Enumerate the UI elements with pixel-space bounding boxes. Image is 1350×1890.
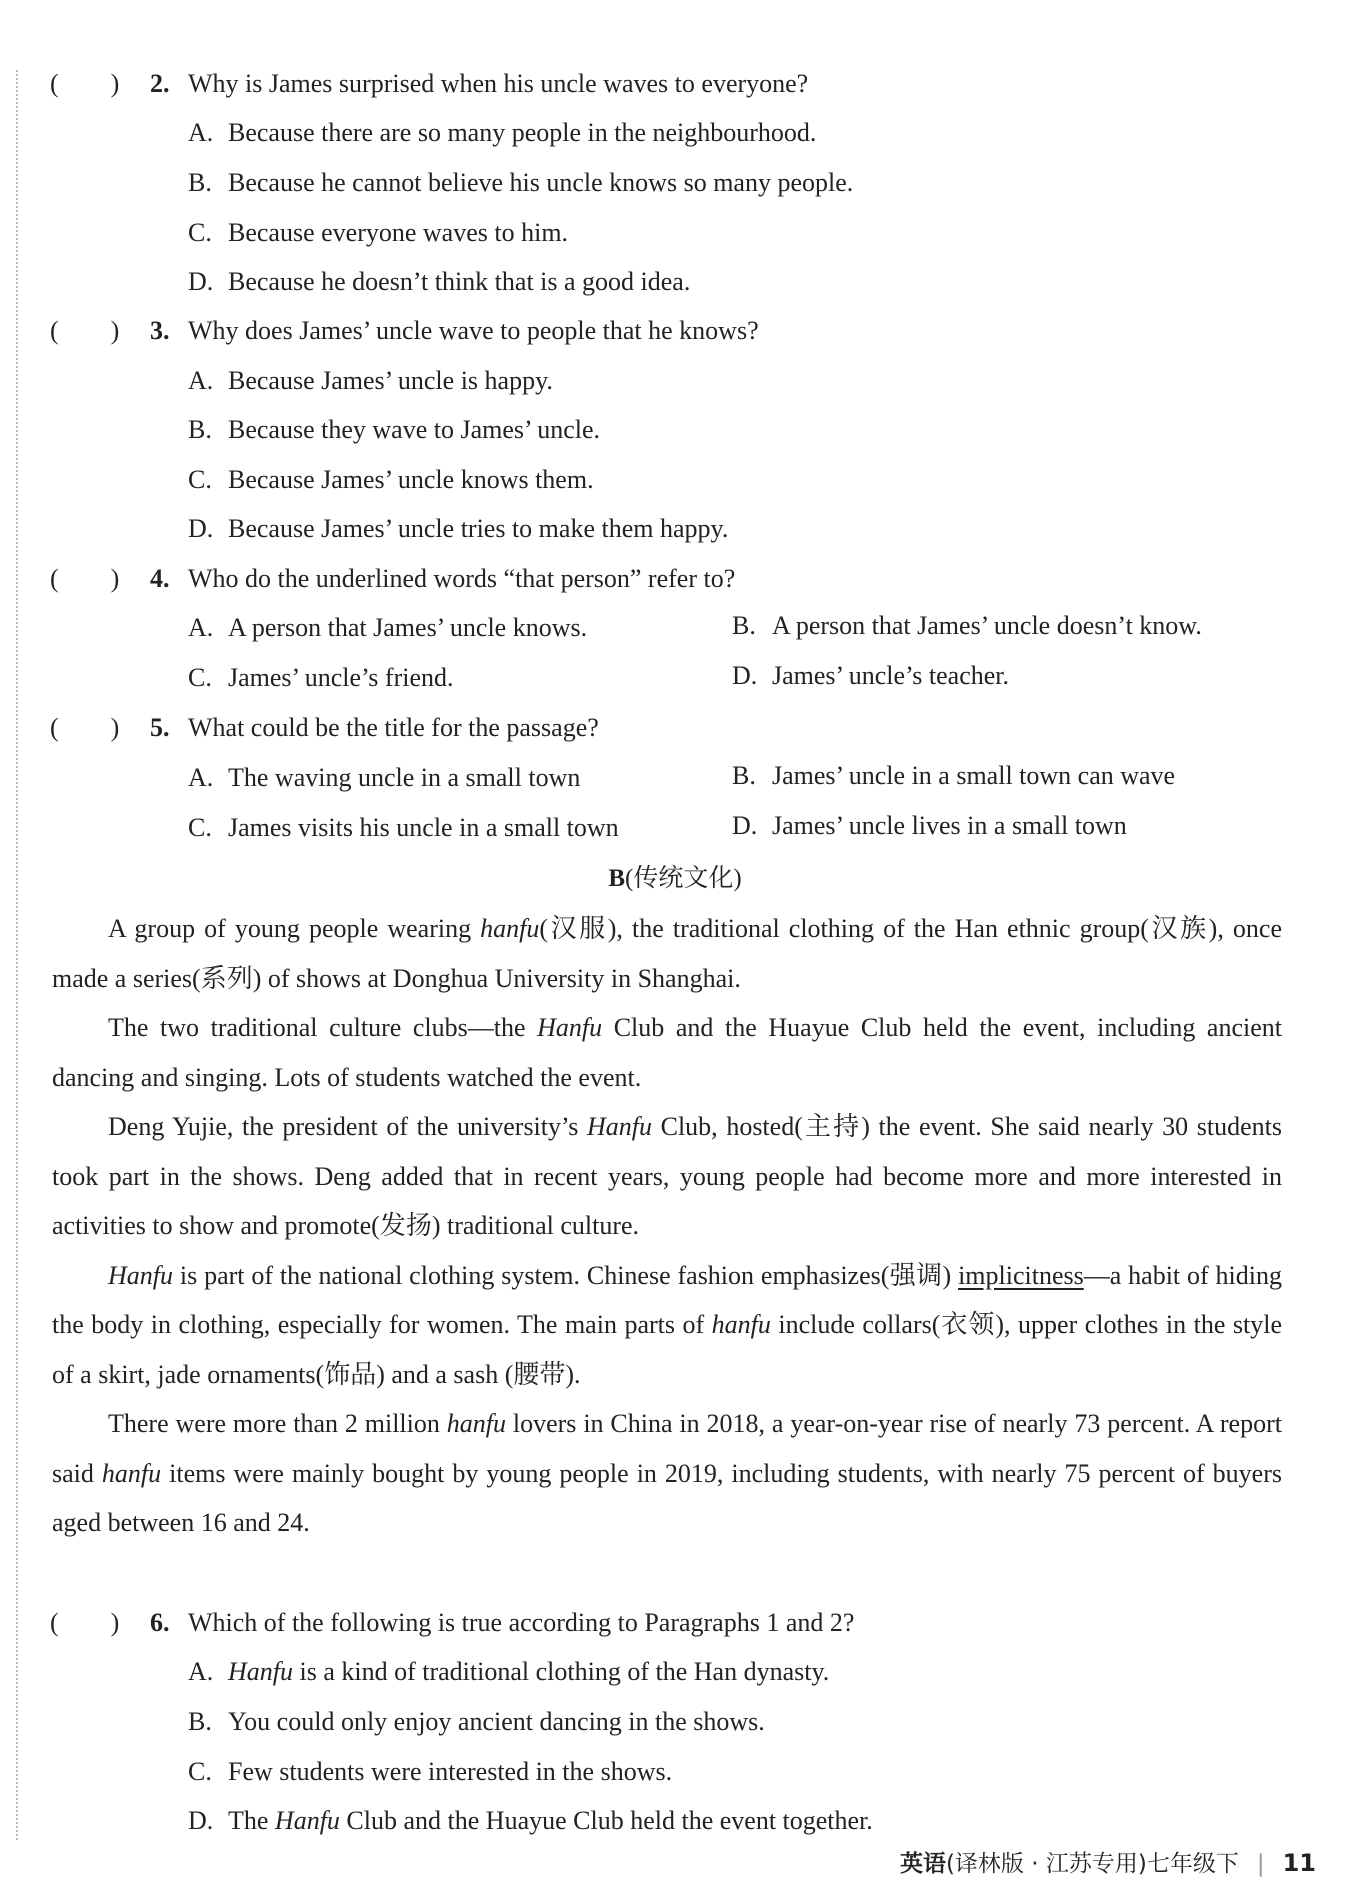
underlined-word: implicitness — [958, 1260, 1084, 1290]
option-a — [188, 761, 580, 795]
option-text: The waving uncle in a small town — [228, 763, 581, 792]
passage — [52, 904, 1282, 1548]
option-text: Because he cannot believe his uncle knows so many people. — [228, 168, 854, 197]
section-subtitle: (传统文化) — [625, 865, 742, 892]
option-b — [732, 609, 1202, 643]
option-b — [732, 759, 1175, 793]
answer-blank[interactable]: ( ) — [50, 316, 120, 345]
question-number: 6. — [150, 1608, 170, 1637]
paragraph-3: Deng Yujie, the president of the university’s Hanfu Club, hosted(主持) the event. She said nearly 30 students took part in the shows. Deng added that in recent years, young people had become more and more interested in activities to show and promote(发扬) traditional culture. — [52, 1112, 1282, 1240]
option-label: D. — [732, 811, 758, 840]
question-4 — [50, 562, 735, 596]
paragraph-2: The two traditional culture clubs—the Hanfu Club and the Huayue Club held the event, including ancient dancing and singing. Lots of students watched the event. — [52, 1013, 1282, 1092]
question-text: Why is James surprised when his uncle waves to everyone? — [188, 69, 809, 98]
section-letter: B — [608, 865, 626, 892]
option-text: Few students were interested in the shows. — [228, 1757, 673, 1786]
option-label: D. — [732, 661, 758, 690]
option-b — [188, 166, 853, 200]
footer-separator: | — [1256, 1851, 1265, 1877]
option-label: B. — [188, 415, 212, 444]
option-d — [188, 265, 690, 299]
option-b — [188, 413, 600, 447]
option-text: is a kind of traditional clothing of the Han dynasty. — [293, 1657, 830, 1686]
option-text: Because they wave to James’ uncle. — [228, 415, 601, 444]
question-text: Who do the underlined words “that person” refer to? — [188, 564, 736, 593]
option-label: B. — [188, 168, 212, 197]
option-d: D. The Hanfu Club and the Huayue Club held the event together. — [188, 1804, 873, 1838]
option-label: C. — [188, 218, 212, 247]
option-label: C. — [188, 465, 212, 494]
option-text: Because he doesn’t think that is a good idea. — [228, 267, 691, 296]
question-number: 3. — [150, 316, 170, 345]
option-label: C. — [188, 663, 212, 692]
option-text: Because everyone waves to him. — [228, 218, 569, 247]
option-text: A person that James’ uncle doesn’t know. — [772, 611, 1202, 640]
option-text: Because James’ uncle tries to make them happy. — [228, 514, 729, 543]
option-label: B. — [732, 761, 756, 790]
option-text: A person that James’ uncle knows. — [228, 613, 588, 642]
option-text: Because James’ uncle knows them. — [228, 465, 594, 494]
option-text: You could only enjoy ancient dancing in the shows. — [228, 1707, 765, 1736]
option-text: James visits his uncle in a small town — [228, 813, 619, 842]
option-text: James’ uncle’s friend. — [228, 663, 454, 692]
question-3 — [50, 314, 759, 348]
paragraph-4: Hanfu is part of the national clothing system. Chinese fashion emphasizes(强调) implicitness—a habit of hiding the body in clothing, especially for women. The main parts of hanfu include collars(衣领), upper clothes in the style of a skirt, jade ornaments(饰品) and a sash (腰带). — [52, 1260, 1282, 1389]
option-label: B. — [732, 611, 756, 640]
answer-blank[interactable]: ( ) — [50, 713, 120, 742]
option-label: A. — [188, 118, 214, 147]
option-label: B. — [188, 1707, 212, 1736]
question-number: 2. — [150, 69, 170, 98]
option-d — [732, 809, 1127, 843]
question-5 — [50, 711, 599, 745]
footer-subject: 英语 — [899, 1851, 946, 1877]
option-label: A. — [188, 613, 214, 642]
option-c — [188, 216, 568, 250]
option-a — [188, 116, 816, 150]
option-label: A. — [188, 1657, 214, 1686]
option-text: Because James’ uncle is happy. — [228, 366, 553, 395]
option-label: A. — [188, 366, 214, 395]
option-label: A. — [188, 763, 214, 792]
option-c — [188, 661, 454, 695]
page-footer — [900, 1845, 1316, 1878]
paragraph-1: A group of young people wearing hanfu(汉服), the traditional clothing of the Han ethnic group(汉族), once made a series(系列) of shows at Donghua University in Shanghai. — [52, 914, 1282, 993]
option-label: D. — [188, 267, 214, 296]
option-c — [188, 463, 594, 497]
question-text: What could be the title for the passage? — [188, 713, 599, 742]
question-number: 4. — [150, 564, 170, 593]
option-a: A. Hanfu is a kind of traditional clothing of the Han dynasty. — [188, 1655, 829, 1689]
option-c — [188, 811, 619, 845]
question-text: Why does James’ uncle wave to people that he knows? — [188, 316, 759, 345]
answer-blank[interactable]: ( ) — [50, 69, 120, 98]
option-d — [188, 512, 728, 546]
option-label: C. — [188, 813, 212, 842]
footer-edition: (译林版 · 江苏专用)七年级下 — [945, 1851, 1239, 1877]
option-d — [732, 659, 1009, 693]
option-label: D. — [188, 514, 214, 543]
option-text: James’ uncle lives in a small town — [772, 811, 1127, 840]
option-text: Because there are so many people in the neighbourhood. — [228, 118, 817, 147]
option-text: James’ uncle’s teacher. — [772, 661, 1010, 690]
option-b — [188, 1705, 765, 1739]
option-label: C. — [188, 1757, 212, 1786]
paragraph-5: There were more than 2 million hanfu lovers in China in 2018, a year-on-year rise of nearly 73 percent. A report said hanfu items were mainly bought by young people in 2019, including students, with nearly 75 percent of buyers aged between 16 and 24. — [52, 1409, 1282, 1537]
option-text: James’ uncle in a small town can wave — [772, 761, 1176, 790]
section-title — [0, 858, 1350, 894]
question-text: Which of the following is true according to Paragraphs 1 and 2? — [188, 1608, 855, 1637]
answer-blank[interactable]: ( ) — [50, 1608, 120, 1637]
page-number: 11 — [1282, 1849, 1316, 1877]
option-label: D. — [188, 1806, 214, 1835]
option-a — [188, 611, 587, 645]
option-c — [188, 1755, 672, 1789]
answer-blank[interactable]: ( ) — [50, 564, 120, 593]
option-a — [188, 364, 553, 398]
question-2 — [50, 67, 808, 101]
question-number: 5. — [150, 713, 170, 742]
question-6 — [50, 1606, 854, 1640]
